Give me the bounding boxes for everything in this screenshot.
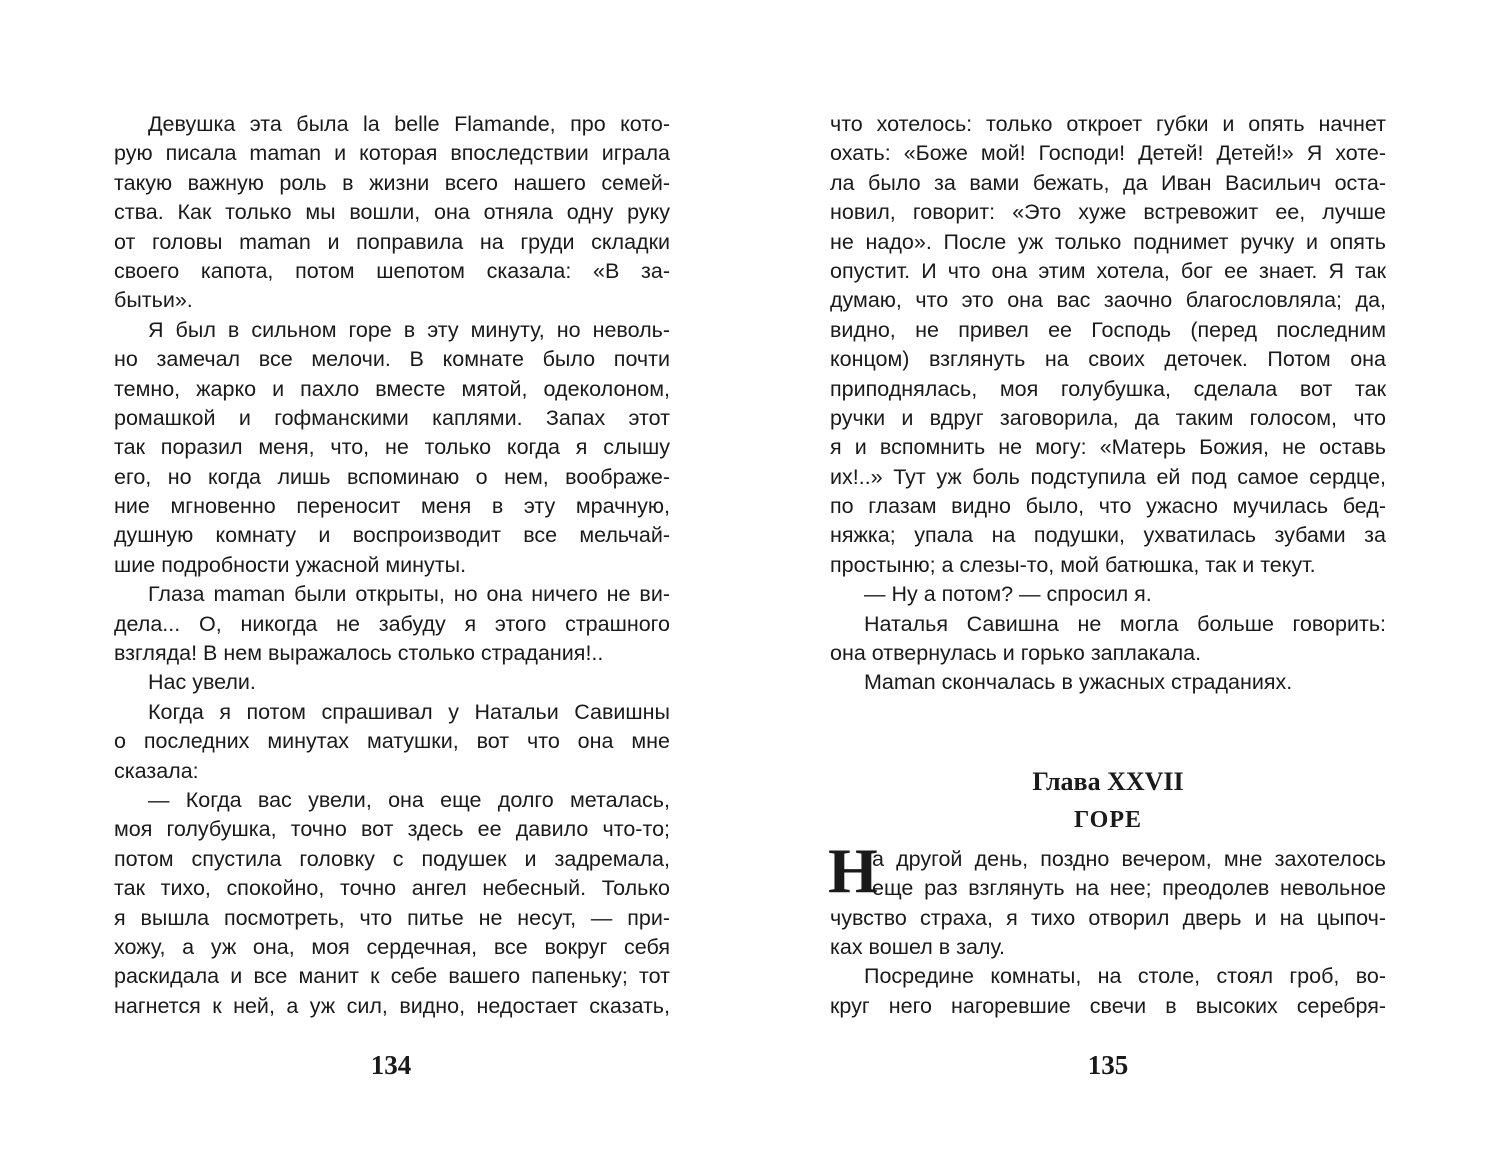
text-line: круг него нагоревшие свечи в высоких серебря- [830, 993, 1386, 1018]
text-line: а другой день, поздно вечером, мне захотелось [872, 846, 1386, 871]
text-line: такую важную роль в жизни всего нашего семей- [114, 170, 670, 195]
text-line: шие подробности ужасной минуты. [114, 552, 467, 577]
text-line: Глаза maman были открыты, но она ничего не ви- [148, 582, 670, 607]
text-line: не надо». После уж только поднимет ручку и опять [830, 229, 1386, 254]
text-line: Наталья Савишна не могла больше говорить: [864, 611, 1386, 636]
text-line: ромашкой и гофманскими каплями. Запах этот [114, 405, 670, 430]
text-line: концом) взглянуть на своих деточек. Потом она [830, 347, 1386, 372]
text-line: приподнялась, моя голубушка, сделала вот так [830, 376, 1386, 401]
drop-cap-lines [830, 845, 1386, 963]
right-page-text [830, 110, 1386, 698]
text-line: так поразил меня, что, не только когда я слышу [114, 435, 670, 460]
left-page-number: 134 [370, 1050, 412, 1080]
text-line: Когда я потом спрашивал у Натальи Савишны [148, 699, 670, 724]
right-page-body [830, 110, 1386, 1021]
text-line: ние мгновенно переносит меня в эту мрачную, [114, 494, 670, 519]
text-line: рую писала maman и которая впоследствии играла [114, 141, 670, 166]
text-line: от головы maman и поправила на груди складки [114, 229, 670, 254]
text-line: что хотелось: только откроет губки и опять начнет [830, 112, 1386, 136]
drop-cap: Н [828, 834, 878, 906]
chapter-continuation [830, 962, 1386, 1021]
text-line: Девушка эта была la belle Flamande, про кото- [148, 112, 670, 136]
text-line: дела... О, никогда не забуду я этого страшного [114, 611, 670, 636]
chapter-spacer [830, 698, 1386, 763]
text-line: хожу, а уж она, моя сердечная, все вокруг себя [114, 934, 670, 959]
text-line: думаю, что это она вас заочно благословляла; да, [830, 288, 1386, 313]
text-line: своего капота, потом шепотом сказала: «В за- [114, 258, 670, 283]
text-line: чувство страха, я тихо отворил дверь и на цыпоч- [830, 905, 1386, 930]
text-line: их!..» Тут уж боль подступила ей под самое сердце, [830, 464, 1386, 489]
left-page-body [114, 110, 670, 1021]
text-line: няжка; упала на подушки, ухватилась зубами за [830, 523, 1386, 548]
text-line: нагнется к ней, а уж сил, видно, недостает сказать, [114, 993, 670, 1018]
text-line: я и вспомнить не могу: «Матерь Божия, не оставь [830, 435, 1386, 460]
text-line: взгляда! В нем выражалось столько страдания!.. [114, 641, 604, 666]
text-line: ках вошел в залу. [830, 934, 1006, 959]
text-line: моя голубушка, точно вот здесь ее давило что-то; [114, 817, 670, 842]
chapter-name: ГОРЕ [1073, 806, 1142, 833]
text-line: так тихо, спокойно, точно ангел небесный. Только [114, 876, 670, 901]
chapter-title: Глава XXVII [1032, 766, 1184, 796]
text-line: по глазам видно было, что ужасно мучилась бед- [830, 494, 1386, 519]
text-line: Посредине комнаты, на столе, стоял гроб, во- [864, 964, 1386, 989]
chapter-opening [828, 834, 1386, 963]
right-page-number: 135 [1087, 1050, 1129, 1080]
text-line: темно, жарко и пахло вместе мятой, одеколоном, [114, 376, 670, 401]
text-line: бытьи». [114, 288, 193, 313]
text-line: его, но когда лишь вспоминаю о нем, воображе- [114, 464, 670, 489]
text-line: раскидала и все манит к себе вашего папеньку; тот [114, 964, 670, 989]
text-line: Я был в сильном горе в эту минуту, но неволь- [148, 317, 670, 342]
text-line: — Ну а потом? — спросил я. [864, 582, 1152, 607]
text-line: еще раз взглянуть на нее; преодолев невольное [872, 876, 1386, 901]
text-line: ручки и вдруг заговорила, да таким голосом, что [830, 405, 1386, 430]
text-line: новил, говорит: «Это хуже встревожит ее, лучше [830, 200, 1386, 225]
text-line: но замечал все мелочи. В комнате было почти [114, 347, 670, 372]
text-line: душную комнату и воспроизводит все мельчай- [114, 523, 670, 548]
text-line: — Когда вас увели, она еще долго металась, [148, 787, 670, 812]
text-line: я вышла посмотреть, что питье не несут, — при- [114, 905, 670, 930]
text-line: охать: «Боже мой! Господи! Детей! Детей!» Я хоте- [830, 141, 1386, 166]
text-line: потом спустила головку с подушек и задремала, [114, 846, 670, 871]
text-line: Нас увели. [148, 670, 256, 695]
text-line: о последних минутах матушки, вот что она мне [114, 729, 670, 754]
text-line: опустит. И что она этим хотела, бог ее знает. Я так [830, 258, 1386, 283]
text-line: сказала: [114, 758, 199, 783]
text-line: простыню; а слезы-то, мой батюшка, так и текут. [830, 552, 1316, 577]
text-line: Maman скончалась в ужасных страданиях. [864, 670, 1293, 695]
text-line: ла было за вами бежать, да Иван Васильич оста- [830, 170, 1386, 195]
text-line: она отвернулась и горько заплакала. [830, 641, 1202, 666]
text-line: видно, не привел ее Господь (перед последним [830, 317, 1386, 342]
text-line: ства. Как только мы вошли, она отняла одну руку [114, 200, 670, 225]
